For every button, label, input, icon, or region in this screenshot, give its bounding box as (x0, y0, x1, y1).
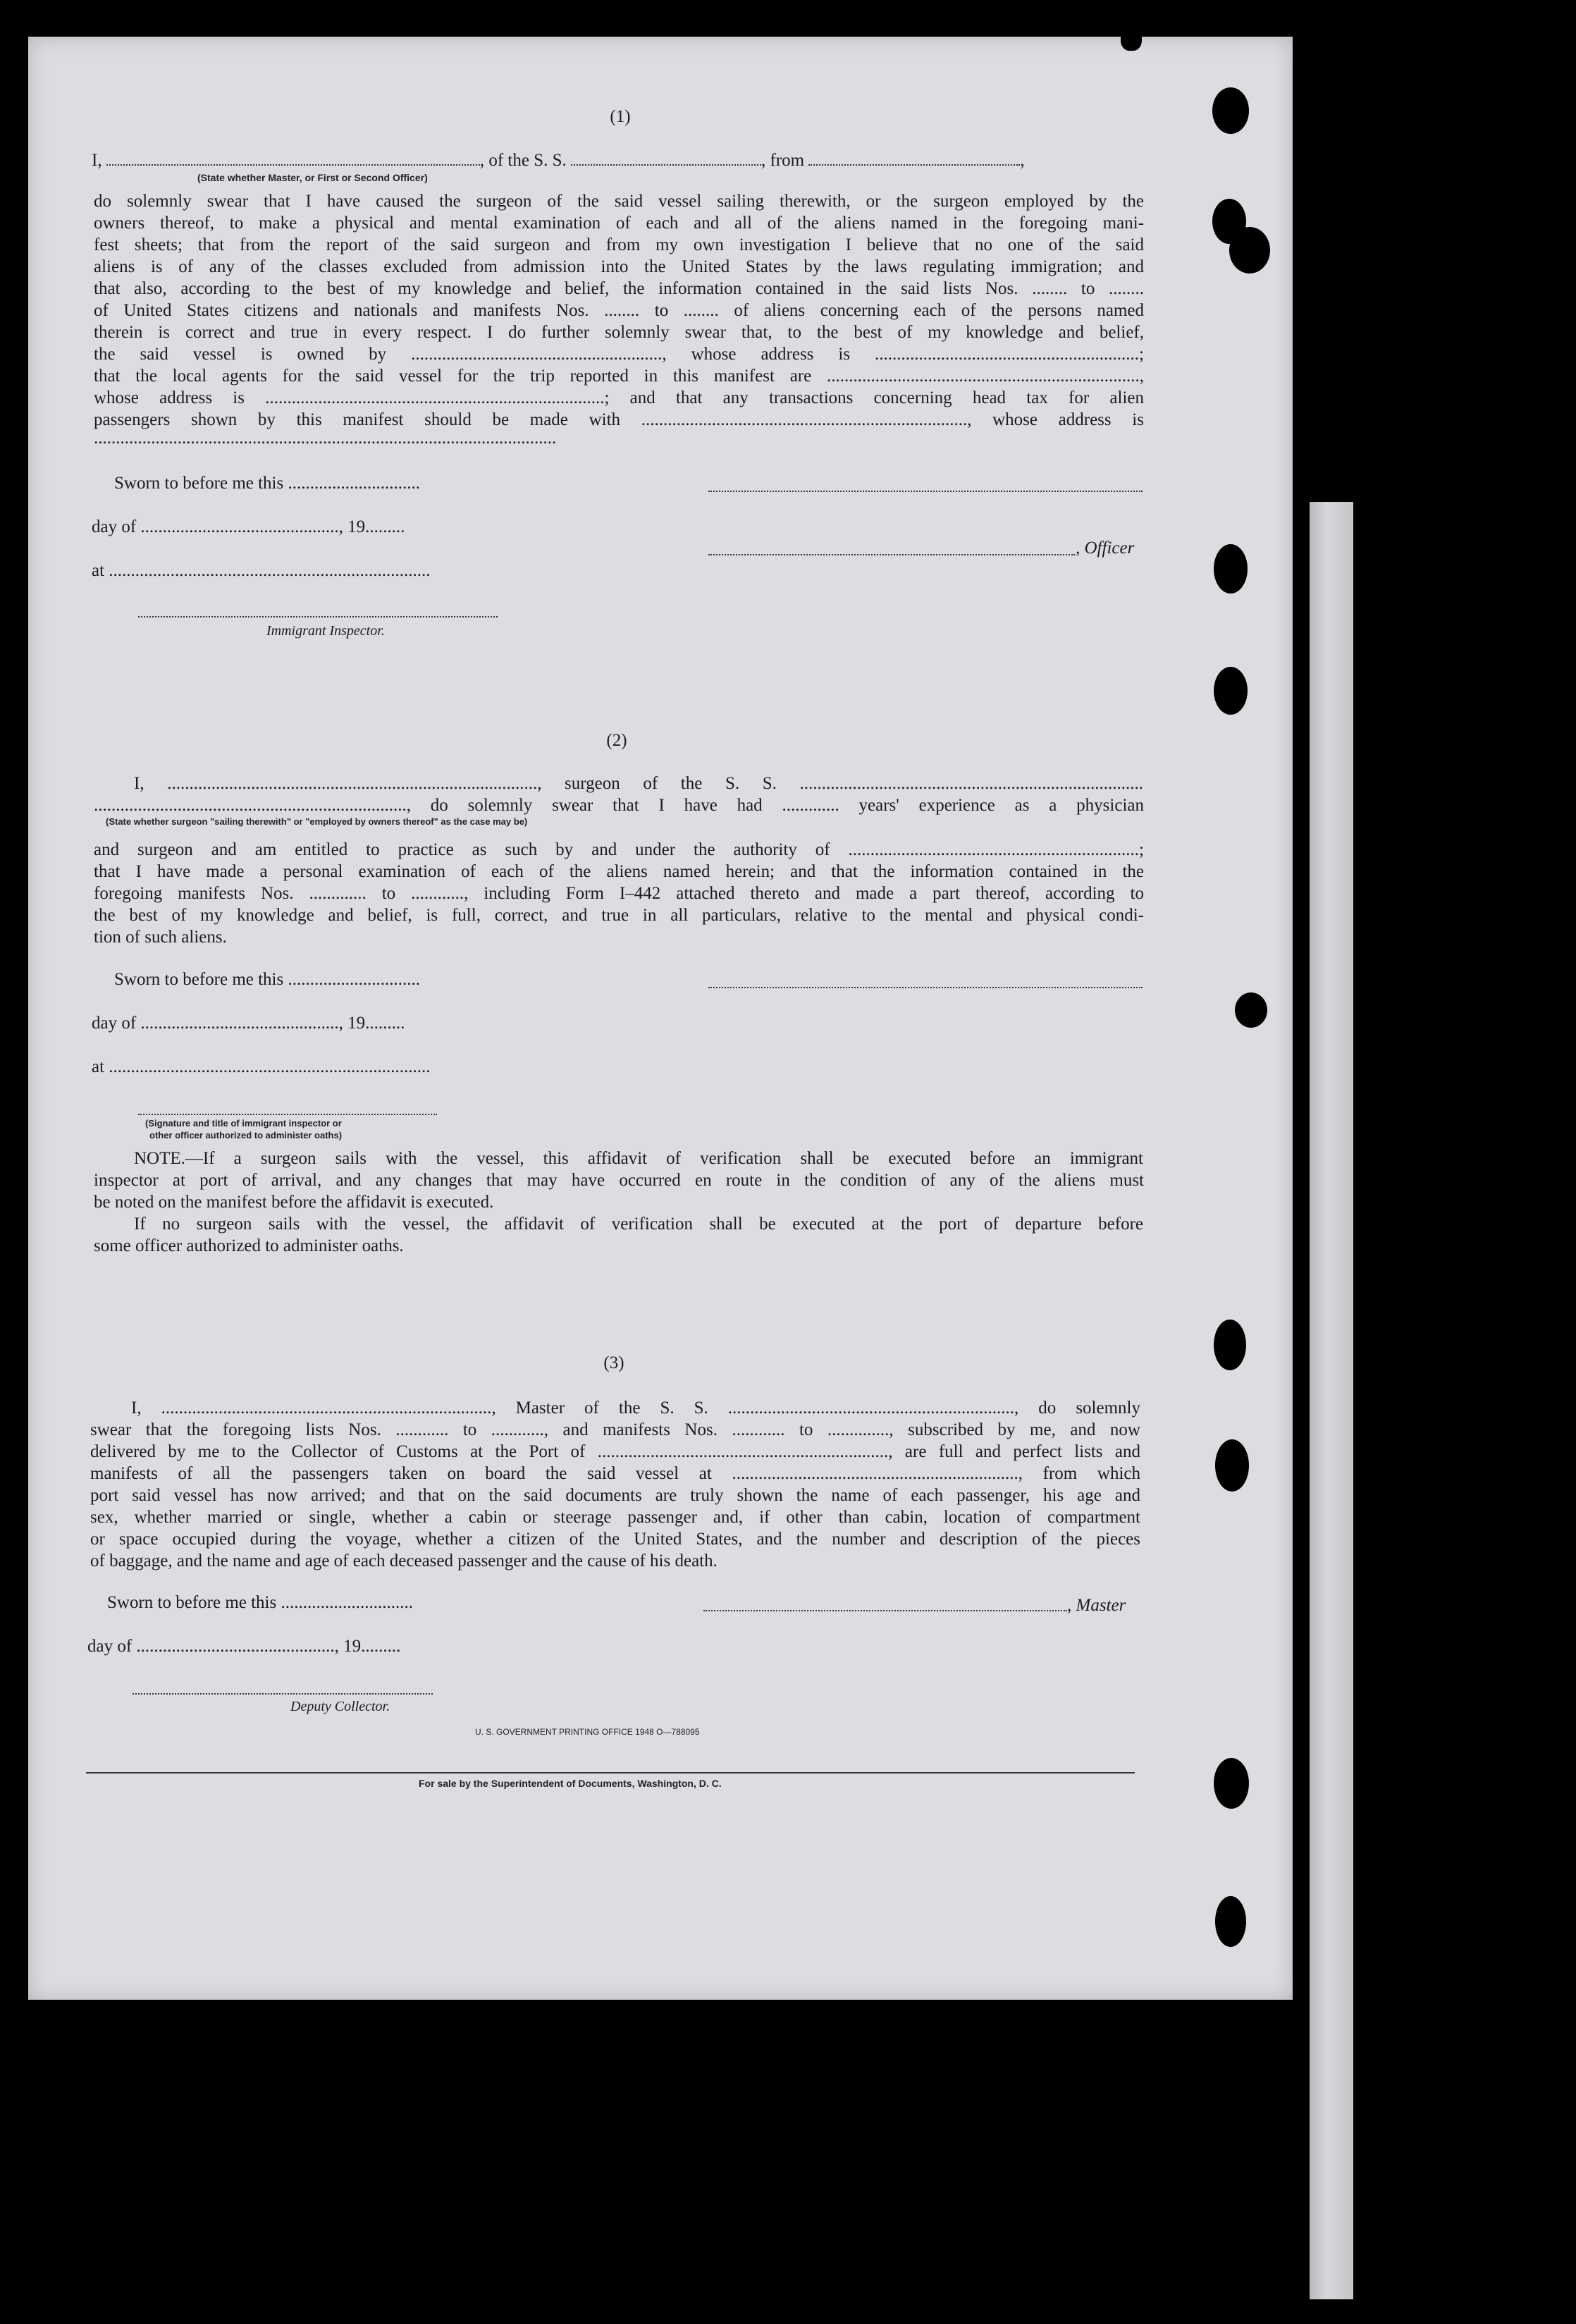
binder-hole (1215, 1439, 1249, 1492)
s1-officer-line (708, 554, 1075, 555)
s3-collector-label: Deputy Collector. (290, 1699, 390, 1714)
binder-hole (1214, 667, 1248, 715)
s3-body-line: sex, whether married or single, whether a cabin or steerage passenger and, if other than cabin, location of compartment (90, 1508, 1140, 1527)
s2-at: at ......................................................................... (92, 1057, 431, 1076)
s3-body-line: I, ..........................................................................., Master of the S. S. ................................................................., do solemnly (131, 1398, 1140, 1418)
s3-body-line: delivered by me to the Collector of Customs at the Port of .................................................................., are full and perfect lists and (90, 1442, 1140, 1461)
gpo-imprint: U. S. GOVERNMENT PRINTING OFFICE 1948 O—788095 (475, 1727, 700, 1737)
s1-inspector-label: Immigrant Inspector. (266, 623, 385, 639)
s2-body-line: that I have made a personal examination of each of the aliens named herein; and that the information contained in the (94, 862, 1144, 881)
binder-hole (1235, 992, 1267, 1028)
binder-hole (1215, 1896, 1246, 1947)
s3-body-line: manifests of all the passengers taken on board the said vessel at ................................................................., from which (90, 1464, 1140, 1483)
s1-body-line: therein is correct and true in every respect. I do further solemnly swear that, to the best of my knowledge and belief, (94, 323, 1144, 342)
s3-body-line: port said vessel has now arrived; and that on the said documents are truly shown the name of each passenger, his age and (90, 1486, 1140, 1505)
s2-signature-line (708, 987, 1143, 988)
s1-at: at ......................................................................... (92, 561, 431, 580)
s1-body-line: ......................................................................................................... (94, 429, 557, 448)
s3-collector-line (133, 1693, 433, 1695)
s3-body-line: or space occupied during the voyage, whether a citizen of the United States, and the number and description of the pieces (90, 1530, 1140, 1549)
s2-note-line: be noted on the manifest before the affidavit is executed. (94, 1193, 494, 1212)
s2-body-line: and surgeon and am entitled to practice as such by and under the authority of ..................................................................; (94, 840, 1144, 859)
s3-master-label: , Master (1067, 1596, 1126, 1615)
s1-body-line: aliens is of any of the classes excluded from admission into the United States by the laws regulating immigration; and (94, 257, 1144, 276)
s3-body-line: of baggage, and the name and age of each deceased passenger and the cause of his death. (90, 1551, 718, 1570)
s3-sworn: Sworn to before me this .............................. (107, 1593, 413, 1612)
footer-rule (86, 1772, 1135, 1773)
s1-line-i: I, , of the S. S. , from , (92, 151, 1025, 170)
s1-body-line: fest sheets; that from the report of the said surgeon and from my own investigation I believe that no one of the said (94, 235, 1144, 254)
s2-body-line: tion of such aliens. (94, 928, 227, 947)
s3-day: day of ............................................., 19......... (87, 1637, 401, 1656)
paper-strip (1310, 502, 1353, 2299)
s2-sworn: Sworn to before me this .............................. (114, 970, 420, 989)
s2-note-line: inspector at port of arrival, and any changes that may have occurred en route in the condition of any of the aliens must (94, 1171, 1144, 1190)
section-1-heading: (1) (610, 107, 631, 126)
s1-officer-label: , Officer (1076, 539, 1135, 558)
binder-hole (1214, 1758, 1249, 1809)
s1-body-line: do solemnly swear that I have caused the surgeon of the said vessel sailing therewith, or the surgeon employed by the (94, 192, 1144, 211)
s3-body-line: swear that the foregoing lists Nos. ............ to ............, and manifests Nos. ............ to .............., subscribed by me, and now (90, 1420, 1140, 1439)
s2-note-line: NOTE.—If a surgeon sails with the vessel, this affidavit of verification shall be executed before an immigrant (134, 1149, 1143, 1168)
s1-body-line: whose address is .............................................................................; and that any transactions concerning head tax for alien (94, 388, 1144, 407)
s2-line-i: I, ...................................................................................., surgeon of the S. S. .............................................................................. (134, 774, 1143, 793)
s2-note-line: some officer authorized to administer oaths. (94, 1236, 404, 1255)
s2-sig-note: (Signature and title of immigrant inspector or (145, 1118, 342, 1129)
s1-body-line: owners thereof, to make a physical and mental examination of each and all of the aliens named in the foregoing mani- (94, 214, 1144, 233)
s2-day: day of ............................................., 19......... (92, 1014, 405, 1033)
s1-body-line: of United States citizens and nationals and manifests Nos. ........ to ........ of aliens concerning each of the persons named (94, 301, 1144, 320)
s2-inspector-line (138, 1114, 437, 1115)
s1-body-line: that also, according to the best of my knowledge and belief, the information contained in the said lists Nos. ........ to ........ (94, 279, 1144, 298)
s1-body-line: passengers shown by this manifest should be made with .........................................................................., whose address is (94, 410, 1144, 429)
section-2-heading: (2) (606, 731, 627, 750)
s1-body-line: that the local agents for the said vessel for the trip reported in this manifest are ......................................................................., (94, 367, 1144, 386)
binder-hole (1121, 25, 1142, 51)
s1-sworn: Sworn to before me this .............................. (114, 474, 420, 493)
s1-officer-note: (State whether Master, or First or Second Officer) (197, 172, 428, 183)
section-3-heading: (3) (603, 1353, 624, 1372)
binder-hole (1229, 227, 1270, 273)
s1-inspector-line (138, 616, 498, 617)
binder-hole (1214, 544, 1248, 594)
s1-body-line: the said vessel is owned by ........................................................., whose address is ............................................................; (94, 345, 1144, 364)
s2-body-line: foregoing manifests Nos. ............. to ............, including Form I–442 attached thereto and made a part thereof, according to (94, 884, 1144, 903)
s1-day: day of ............................................., 19......... (92, 517, 405, 536)
s3-master-line (703, 1610, 1067, 1611)
sale-notice: For sale by the Superintendent of Documents, Washington, D. C. (419, 1778, 722, 1789)
s1-signature-line (708, 491, 1143, 492)
s2-sig-note: other officer authorized to administer oaths) (149, 1130, 343, 1141)
s2-surgeon-note: (State whether surgeon "sailing therewith" or "employed by owners thereof" as the case may be) (106, 816, 528, 827)
s2-body-line: the best of my knowledge and belief, is full, correct, and true in all particulars, relative to the mental and physical condi- (94, 906, 1144, 925)
s2-note-line: If no surgeon sails with the vessel, the affidavit of verification shall be executed at the port of departure before (134, 1215, 1143, 1234)
s2-line-2: ......................................................................., do solemnly swear that I have had ............. years' experience as a physician (94, 796, 1144, 815)
